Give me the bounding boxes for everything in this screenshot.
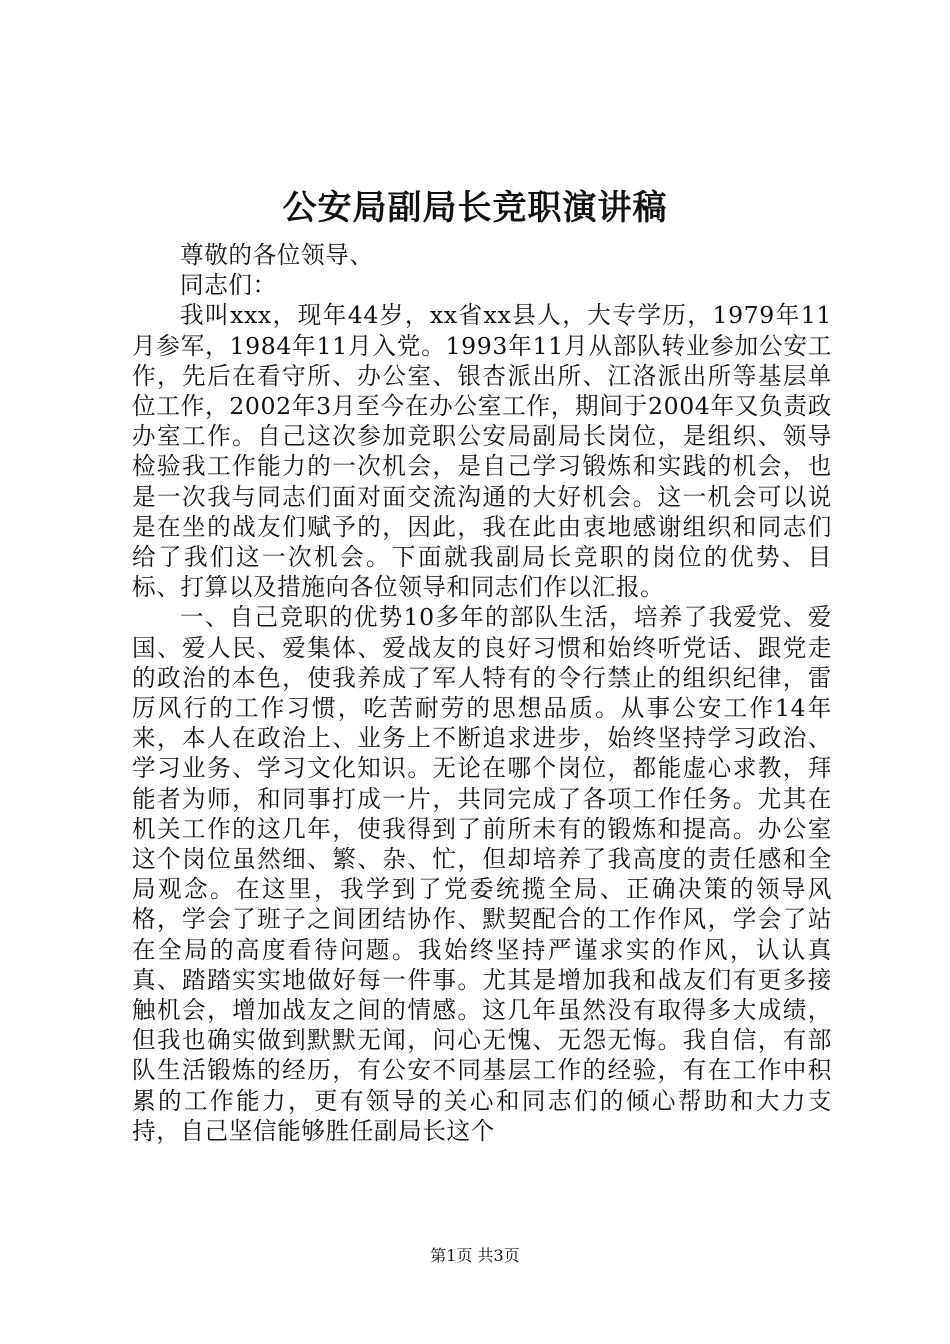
paragraph-introduction: 我叫xxx，现年44岁，xx省xx县人，大专学历，1979年11月参军，1984年11月入党。1993年11月从部队转业参加公安工作，先后在看守所、办公室、银杏派出所、江洛派出所等基层单位工作，2002年3月至今在办公室工作，期间于2004年又负责政办室工作。自己这次参加竞职公安局副局长岗位，是组织、领导检验我工作能力的一次机会，是自己学习锻炼和实践的机会，也是一次我与同志们面对面交流沟通的大好机会。这一机会可以说是在坐的战友们赋予的，因此，我在此由衷地感谢组织和同志们给了我们这一次机会。下面就我副局长竞职的岗位的优势、目标、打算以及措施向各位领导和同志们作以汇报。 [132,301,832,602]
salutation-line-1: 尊敬的各位领导、 [180,241,374,269]
page-number-footer: 第1页 共3页 [430,1246,520,1265]
salutation-line-2: 同志们： [180,271,277,300]
paragraph-advantages: 一、自己竞职的优势10多年的部队生活，培养了我爱党、爱国、爱人民、爱集体、爱战友的良好习惯和始终听党话、跟党走的政治的本色，使我养成了军人特有的令行禁止的组织纪律，雷厉风行的工作习惯，吃苦耐劳的思想品质。从事公安工作14年来，本人在政治上、业务上不断追求进步，始终坚持学习政治、学习业务、学习文化知识。无论在哪个岗位，都能虚心求教，拜能者为师，和同事打成一片，共同完成了各项工作任务。尤其在机关工作的这几年，使我得到了前所未有的锻炼和提高。办公室这个岗位虽然细、繁、杂、忙，但却培养了我高度的责任感和全局观念。在这里，我学到了党委统揽全局、正确决策的领导风格，学会了班子之间团结协作、默契配合的工作作风，学会了站在全局的高度看待问题。我始终坚持严谨求实的作风，认认真真、踏踏实实地做好每一件事。尤其是增加我和战友们有更多接触机会，增加战友之间的情感。这几年虽然没有取得多大成绩，但我也确实做到默默无闻，问心无愧、无怨无悔。我自信，有部队生活锻炼的经历，有公安不同基层工作的经验，有在工作中积累的工作能力，更有领导的关心和同志们的倾心帮助和大力支持，自己坚信能够胜任副局长这个 [132,603,832,1145]
document-title: 公安局副局长竞职演讲稿 [282,188,668,228]
document-body [132,240,832,1146]
